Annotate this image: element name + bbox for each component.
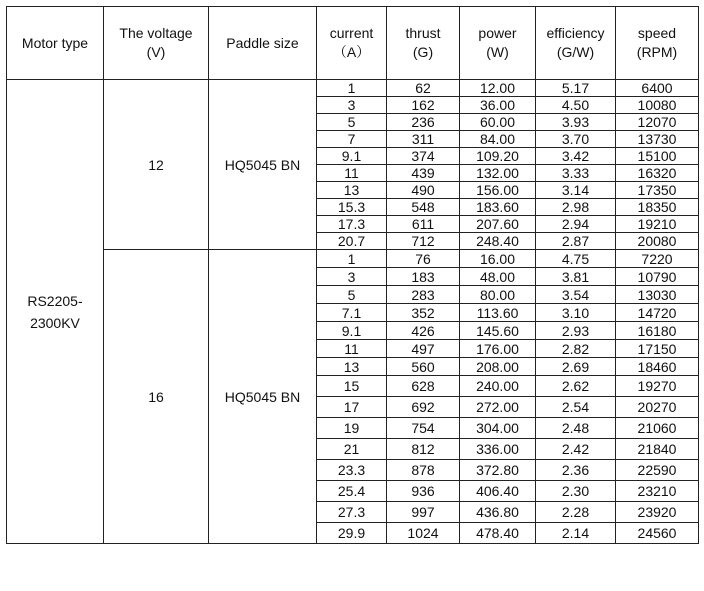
speed-cell: 16320	[616, 165, 699, 182]
power-cell: 240.00	[460, 376, 536, 397]
power-cell: 272.00	[460, 397, 536, 418]
thrust-cell: 311	[387, 131, 460, 148]
efficiency-cell: 3.10	[536, 304, 616, 322]
current-cell: 13	[317, 358, 387, 376]
thrust-cell: 1024	[387, 523, 460, 544]
power-cell: 336.00	[460, 439, 536, 460]
header-power-label: power	[478, 25, 517, 41]
thrust-cell: 692	[387, 397, 460, 418]
efficiency-cell: 2.30	[536, 481, 616, 502]
header-thrust-label: thrust	[405, 25, 441, 41]
speed-cell: 16180	[616, 322, 699, 340]
efficiency-cell: 2.94	[536, 216, 616, 233]
efficiency-cell: 2.69	[536, 358, 616, 376]
efficiency-cell: 2.93	[536, 322, 616, 340]
current-cell: 5	[317, 286, 387, 304]
power-cell: 109.20	[460, 148, 536, 165]
thrust-cell: 497	[387, 340, 460, 358]
speed-cell: 13030	[616, 286, 699, 304]
power-cell: 372.80	[460, 460, 536, 481]
power-cell: 60.00	[460, 114, 536, 131]
thrust-cell: 62	[387, 80, 460, 97]
efficiency-cell: 2.87	[536, 233, 616, 250]
speed-cell: 10790	[616, 268, 699, 286]
motor-test-table	[6, 6, 699, 544]
header-current-unit: （A）	[332, 44, 371, 60]
current-cell: 29.9	[317, 523, 387, 544]
header-thrust	[387, 7, 460, 80]
thrust-cell: 997	[387, 502, 460, 523]
power-cell: 80.00	[460, 286, 536, 304]
speed-cell: 6400	[616, 80, 699, 97]
thrust-cell: 560	[387, 358, 460, 376]
speed-cell: 24560	[616, 523, 699, 544]
current-cell: 13	[317, 182, 387, 199]
current-cell: 23.3	[317, 460, 387, 481]
speed-cell: 20080	[616, 233, 699, 250]
thrust-cell: 352	[387, 304, 460, 322]
current-cell: 27.3	[317, 502, 387, 523]
current-cell: 20.7	[317, 233, 387, 250]
paddle-size-cell: HQ5045 BN	[209, 250, 317, 544]
thrust-cell: 426	[387, 322, 460, 340]
header-power-unit: (W)	[486, 44, 509, 60]
motor-type-line1: RS2205-	[27, 292, 83, 309]
motor-type-cell	[7, 80, 104, 544]
efficiency-cell: 3.70	[536, 131, 616, 148]
speed-cell: 12070	[616, 114, 699, 131]
efficiency-cell: 3.33	[536, 165, 616, 182]
speed-cell: 7220	[616, 250, 699, 268]
current-cell: 15.3	[317, 199, 387, 216]
header-current	[317, 7, 387, 80]
thrust-cell: 936	[387, 481, 460, 502]
thrust-cell: 628	[387, 376, 460, 397]
power-cell: 36.00	[460, 97, 536, 114]
efficiency-cell: 2.98	[536, 199, 616, 216]
header-efficiency	[536, 7, 616, 80]
current-cell: 7	[317, 131, 387, 148]
current-cell: 11	[317, 340, 387, 358]
header-motor-type-label: Motor type	[21, 34, 89, 51]
speed-cell: 18350	[616, 199, 699, 216]
efficiency-cell: 2.42	[536, 439, 616, 460]
power-cell: 478.40	[460, 523, 536, 544]
current-cell: 19	[317, 418, 387, 439]
header-efficiency-label: efficiency	[546, 25, 605, 41]
thrust-cell: 183	[387, 268, 460, 286]
power-cell: 406.40	[460, 481, 536, 502]
table-body	[7, 80, 699, 544]
power-cell: 132.00	[460, 165, 536, 182]
efficiency-cell: 2.28	[536, 502, 616, 523]
thrust-cell: 878	[387, 460, 460, 481]
header-thrust-unit: (G)	[412, 44, 434, 60]
power-cell: 48.00	[460, 268, 536, 286]
efficiency-cell: 3.93	[536, 114, 616, 131]
thrust-cell: 548	[387, 199, 460, 216]
power-cell: 113.60	[460, 304, 536, 322]
header-motor-type	[7, 7, 104, 80]
speed-cell: 21060	[616, 418, 699, 439]
speed-cell: 15100	[616, 148, 699, 165]
thrust-cell: 712	[387, 233, 460, 250]
power-cell: 156.00	[460, 182, 536, 199]
current-cell: 1	[317, 80, 387, 97]
power-cell: 12.00	[460, 80, 536, 97]
header-speed	[616, 7, 699, 80]
power-cell: 248.40	[460, 233, 536, 250]
thrust-cell: 812	[387, 439, 460, 460]
current-cell: 11	[317, 165, 387, 182]
current-cell: 3	[317, 97, 387, 114]
speed-cell: 22590	[616, 460, 699, 481]
speed-cell: 13730	[616, 131, 699, 148]
header-paddle-size	[209, 7, 317, 80]
header-power	[460, 7, 536, 80]
current-cell: 17	[317, 397, 387, 418]
efficiency-cell: 2.82	[536, 340, 616, 358]
efficiency-cell: 2.36	[536, 460, 616, 481]
efficiency-cell: 4.50	[536, 97, 616, 114]
current-cell: 9.1	[317, 322, 387, 340]
voltage-cell: 16	[104, 250, 209, 544]
thrust-cell: 76	[387, 250, 460, 268]
current-cell: 5	[317, 114, 387, 131]
power-cell: 208.00	[460, 358, 536, 376]
speed-cell: 17150	[616, 340, 699, 358]
motor-type-line2: 2300KV	[30, 314, 80, 331]
header-voltage	[104, 7, 209, 80]
thrust-cell: 611	[387, 216, 460, 233]
efficiency-cell: 5.17	[536, 80, 616, 97]
table-row	[7, 80, 699, 97]
power-cell: 207.60	[460, 216, 536, 233]
speed-cell: 21840	[616, 439, 699, 460]
efficiency-cell: 3.14	[536, 182, 616, 199]
header-voltage-label: The voltage	[119, 25, 193, 41]
header-paddle-label: Paddle size	[226, 34, 299, 51]
voltage-cell: 12	[104, 80, 209, 250]
efficiency-cell: 3.42	[536, 148, 616, 165]
current-cell: 25.4	[317, 481, 387, 502]
current-cell: 21	[317, 439, 387, 460]
speed-cell: 17350	[616, 182, 699, 199]
speed-cell: 18460	[616, 358, 699, 376]
power-cell: 304.00	[460, 418, 536, 439]
thrust-cell: 283	[387, 286, 460, 304]
efficiency-cell: 2.54	[536, 397, 616, 418]
efficiency-cell: 4.75	[536, 250, 616, 268]
header-current-label: current	[329, 25, 374, 41]
current-cell: 3	[317, 268, 387, 286]
thrust-cell: 374	[387, 148, 460, 165]
current-cell: 1	[317, 250, 387, 268]
speed-cell: 23210	[616, 481, 699, 502]
speed-cell: 19210	[616, 216, 699, 233]
efficiency-cell: 3.81	[536, 268, 616, 286]
current-cell: 7.1	[317, 304, 387, 322]
power-cell: 84.00	[460, 131, 536, 148]
header-speed-label: speed	[637, 25, 677, 41]
speed-cell: 20270	[616, 397, 699, 418]
efficiency-cell: 2.62	[536, 376, 616, 397]
thrust-cell: 439	[387, 165, 460, 182]
power-cell: 436.80	[460, 502, 536, 523]
paddle-size-cell: HQ5045 BN	[209, 80, 317, 250]
header-voltage-unit: (V)	[146, 44, 166, 60]
efficiency-cell: 2.48	[536, 418, 616, 439]
speed-cell: 14720	[616, 304, 699, 322]
thrust-cell: 490	[387, 182, 460, 199]
power-cell: 176.00	[460, 340, 536, 358]
speed-cell: 19270	[616, 376, 699, 397]
header-row	[7, 7, 699, 80]
speed-cell: 10080	[616, 97, 699, 114]
speed-cell: 23920	[616, 502, 699, 523]
power-cell: 16.00	[460, 250, 536, 268]
thrust-cell: 162	[387, 97, 460, 114]
table-row	[7, 250, 699, 268]
header-efficiency-unit: (G/W)	[556, 44, 595, 60]
efficiency-cell: 3.54	[536, 286, 616, 304]
current-cell: 15	[317, 376, 387, 397]
header-speed-unit: (RPM)	[636, 44, 678, 60]
efficiency-cell: 2.14	[536, 523, 616, 544]
current-cell: 9.1	[317, 148, 387, 165]
thrust-cell: 236	[387, 114, 460, 131]
current-cell: 17.3	[317, 216, 387, 233]
power-cell: 145.60	[460, 322, 536, 340]
thrust-cell: 754	[387, 418, 460, 439]
power-cell: 183.60	[460, 199, 536, 216]
